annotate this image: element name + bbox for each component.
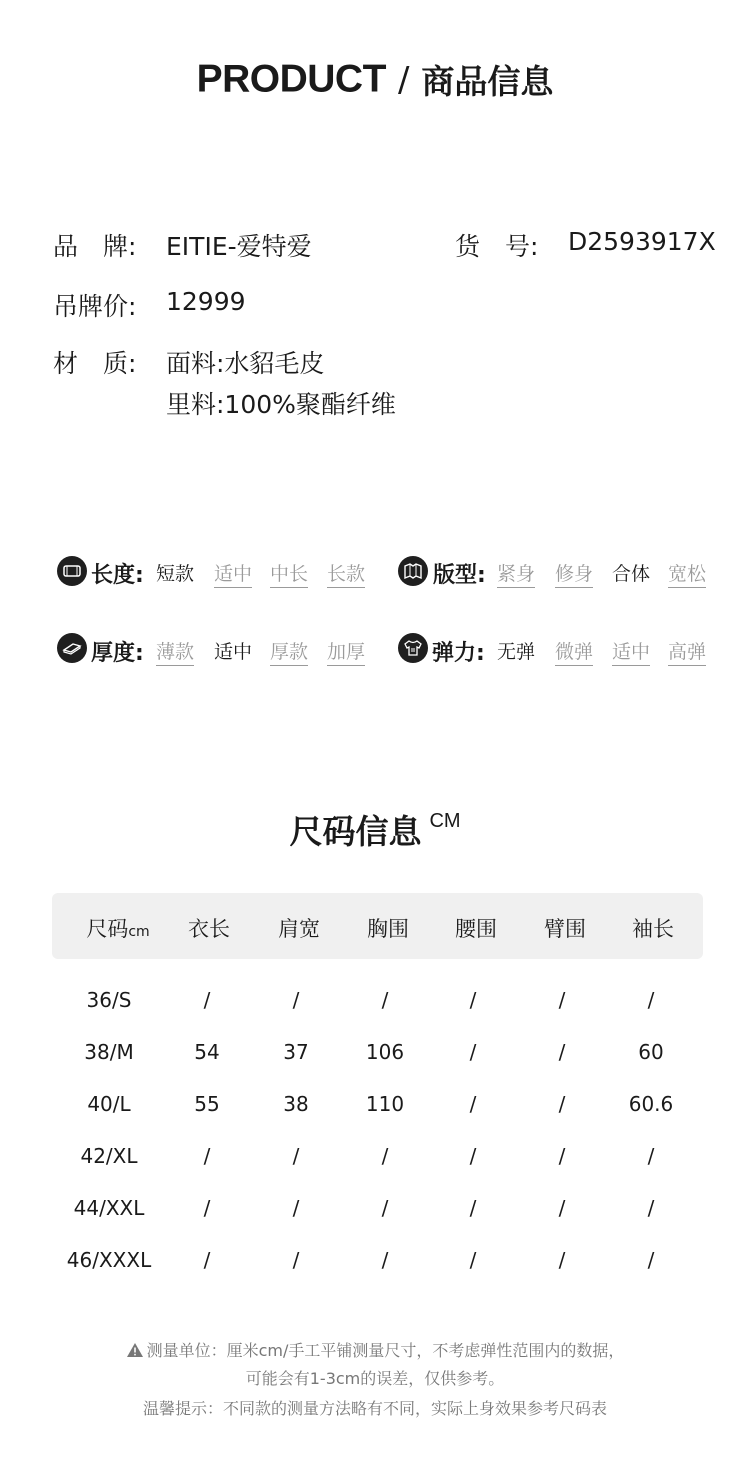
stretch-option-2: 微弹 xyxy=(555,637,593,666)
table-cell: / xyxy=(292,1248,300,1272)
table-cell: / xyxy=(469,988,477,1012)
table-cell: / xyxy=(381,1248,389,1272)
table-cell: 110 xyxy=(365,1092,405,1116)
length-option-4: 长款 xyxy=(327,559,365,588)
table-cell: / xyxy=(469,1040,477,1064)
title-en: PRODUCT xyxy=(196,57,386,101)
header-size-unit: cm xyxy=(128,924,150,940)
material-outer: 面料:水貂毛皮 xyxy=(166,349,325,378)
table-cell: 40/L xyxy=(87,1092,131,1116)
stretch-option-3: 适中 xyxy=(612,637,650,666)
warning-icon xyxy=(126,1342,144,1362)
table-cell: / xyxy=(469,1196,477,1220)
page-header xyxy=(0,56,750,103)
table-cell: 42/XL xyxy=(80,1144,138,1168)
table-cell: / xyxy=(203,1248,211,1272)
table-cell: / xyxy=(558,1092,566,1116)
header-shoulder: 肩宽 xyxy=(278,917,320,941)
table-cell: / xyxy=(292,1144,300,1168)
table-cell: / xyxy=(292,1196,300,1220)
thickness-option-3: 厚款 xyxy=(270,637,308,666)
table-cell: 55 xyxy=(194,1092,220,1116)
header-arm: 臂围 xyxy=(544,917,586,941)
thickness-option-2: 适中 xyxy=(214,641,253,663)
measurement-note xyxy=(0,1338,750,1362)
size-title-unit: CM xyxy=(429,810,461,832)
table-cell: / xyxy=(558,1040,566,1064)
size-title-text: 尺码信息 xyxy=(289,812,422,851)
table-cell: 54 xyxy=(194,1040,220,1064)
fit-icon xyxy=(398,556,428,586)
table-cell: 60.6 xyxy=(628,1092,674,1116)
brand-label: 品 牌: xyxy=(53,232,137,261)
fit-title: 版型: xyxy=(433,563,486,588)
material-label: 材 质: xyxy=(53,349,137,378)
stretch-title: 弹力: xyxy=(432,641,485,666)
table-cell: / xyxy=(469,1092,477,1116)
table-cell: / xyxy=(647,988,655,1012)
thickness-title: 厚度: xyxy=(91,641,144,666)
price-label: 吊牌价: xyxy=(53,292,137,321)
table-cell: / xyxy=(558,1196,566,1220)
header-size-label: 尺码 xyxy=(86,917,129,941)
table-cell: / xyxy=(647,1196,655,1220)
fit-option-3: 合体 xyxy=(612,563,651,585)
table-cell: 106 xyxy=(365,1040,405,1064)
table-cell: / xyxy=(469,1248,477,1272)
header-waist: 腰围 xyxy=(455,917,497,941)
note-line-3: 温馨提示：不同款的测量方法略有不同，实际上身效果参考尺码表 xyxy=(142,1399,607,1418)
header-length: 衣长 xyxy=(188,917,230,941)
table-cell: / xyxy=(558,988,566,1012)
table-cell: / xyxy=(647,1248,655,1272)
table-cell: / xyxy=(381,1196,389,1220)
table-cell: / xyxy=(292,988,300,1012)
table-cell: / xyxy=(203,988,211,1012)
table-cell: 38 xyxy=(283,1092,309,1116)
table-cell: / xyxy=(558,1144,566,1168)
stretch-option-4: 高弹 xyxy=(668,637,706,666)
length-icon xyxy=(57,556,87,586)
table-cell: / xyxy=(203,1144,211,1168)
brand-value: EITIE-爱特爱 xyxy=(166,232,312,261)
thickness-option-1: 薄款 xyxy=(156,637,194,666)
length-option-2: 适中 xyxy=(214,559,252,588)
table-cell: 38/M xyxy=(84,1040,134,1064)
table-cell: 36/S xyxy=(86,988,132,1012)
stretch-icon xyxy=(398,633,428,663)
table-cell: 44/XXL xyxy=(73,1196,145,1220)
material-lining: 里料:100%聚酯纤维 xyxy=(166,390,396,419)
header-size xyxy=(74,913,162,943)
table-cell: / xyxy=(381,988,389,1012)
fit-option-2: 修身 xyxy=(555,559,593,588)
thickness-icon xyxy=(57,633,87,663)
header-chest: 胸围 xyxy=(367,917,409,941)
table-cell: / xyxy=(558,1248,566,1272)
price-value: 12999 xyxy=(166,287,246,316)
table-cell: 60 xyxy=(638,1040,664,1064)
table-cell: / xyxy=(647,1144,655,1168)
title-separator: / xyxy=(397,59,410,100)
table-cell: 46/XXXL xyxy=(66,1248,152,1272)
size-section-title xyxy=(0,806,750,853)
stretch-option-1: 无弹 xyxy=(497,641,536,663)
note-line-2: 可能会有1-3cm的误差，仅供参考。 xyxy=(245,1369,505,1388)
table-cell: / xyxy=(381,1144,389,1168)
fit-option-1: 紧身 xyxy=(497,559,535,588)
length-option-3: 中长 xyxy=(270,559,308,588)
sku-label: 货 号: xyxy=(455,232,539,261)
sku-value: D2593917X xyxy=(568,227,716,256)
table-cell: 37 xyxy=(283,1040,309,1064)
length-option-1: 短款 xyxy=(156,563,195,585)
header-sleeve: 袖长 xyxy=(632,917,674,941)
length-title: 长度: xyxy=(91,563,144,588)
table-cell: / xyxy=(203,1196,211,1220)
note-line-1: 测量单位：厘米cm/手工平铺测量尺寸，不考虑弹性范围内的数据， xyxy=(146,1341,625,1360)
title-cn: 商品信息 xyxy=(421,62,554,101)
fit-option-4: 宽松 xyxy=(668,559,706,588)
table-cell: / xyxy=(469,1144,477,1168)
thickness-option-4: 加厚 xyxy=(327,637,365,666)
